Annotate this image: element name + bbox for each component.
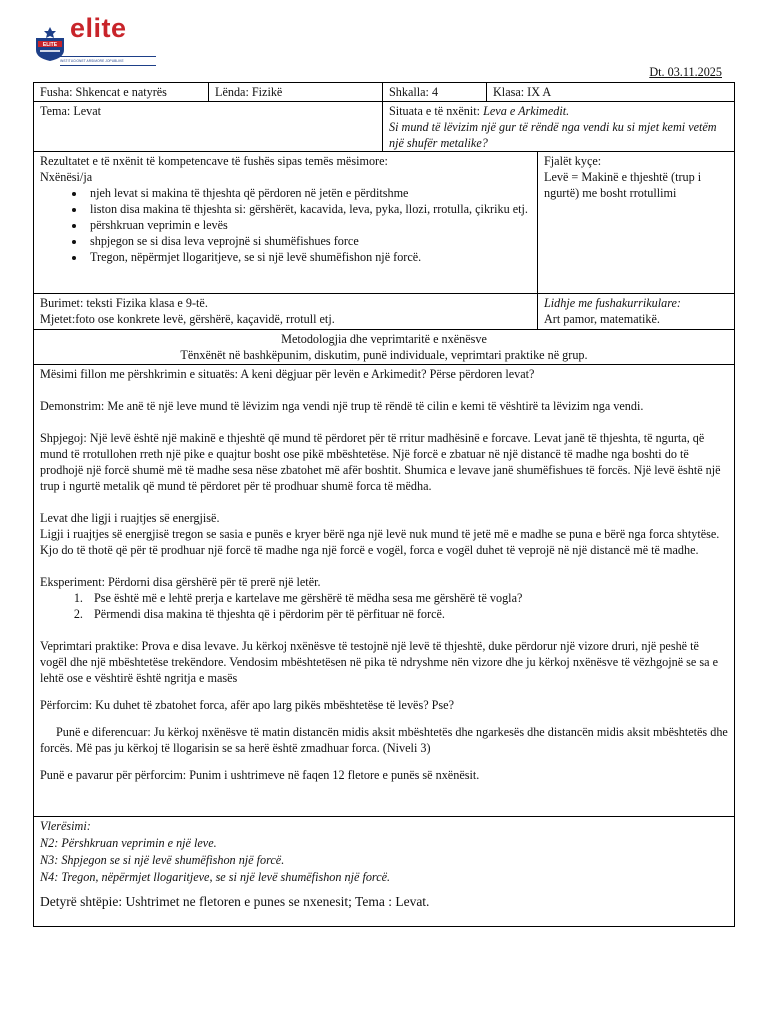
assessment-cell: [34, 817, 734, 926]
methodology-cell: [34, 330, 734, 364]
logo-subtitle: INSTITUCIONET ARSIMORE JOPUBLIKE: [60, 56, 156, 66]
list-item: • liston disa makina të thjeshta si: gërshërët, kacavida, leva, pyka, llozi, rrotulla, çikriku etj.: [86, 201, 531, 217]
results-title: Rezultatet e të nxënit të kompetencave të fushës sipas temës mësimore:: [40, 154, 388, 168]
assessment-title: Vlerësimi:: [40, 819, 91, 833]
list-item: • shpjegon se si disa leva veprojnë si shumëfishues force: [86, 233, 531, 249]
list-item: • Tregon, nëpërmjet llogaritjeve, se si një levë shumëfishon një forcë.: [86, 249, 531, 265]
situation-question: Si mund të lëvizim një gur të rëndë nga vendi ku si mjet kemi vetëm një shufër metalike?: [389, 120, 717, 150]
logo-wordmark: elite: [70, 13, 127, 43]
situation-title: Leva e Arkimedit.: [483, 104, 570, 118]
results-cell: [34, 152, 538, 293]
sources-text: Burimet: teksti Fizika klasa e 9-të.: [40, 296, 208, 310]
sources-cell: [34, 294, 538, 329]
energy-law-title: Levat dhe ligji i ruajtjes së energjisë.: [40, 511, 220, 525]
list-item: • përshkruan veprimin e levës: [86, 217, 531, 233]
assessment-level: N3: Shpjegon se si një levë shumëfishon një forcë.: [40, 853, 285, 867]
field-cell: Fusha: Shkencat e natyrës: [34, 83, 209, 101]
reinforcement-text: Përforcim: Ku duhet të zbatohet forca, afër apo larg pikës mbështetëse të levës? Pse?: [40, 698, 454, 712]
tools-text: Mjetet:foto ose konkrete levë, gërshërë, kaçavidë, rrotull etj.: [40, 312, 335, 326]
assessment-level: N2: Përshkruan veprimin e një leve.: [40, 836, 217, 850]
independent-work-text: Punë e pavarur për përforcim: Punim i ushtrimeve në faqen 12 fletore e punës së nxënësit.: [40, 768, 480, 782]
experiment-list: [40, 590, 728, 622]
topic-cell: Tema: Levat: [34, 102, 383, 151]
school-logo: [32, 13, 156, 68]
homework-text: Detyrë shtëpie: Ushtrimet ne fletoren e punes se nxenesit; Tema : Levat.: [40, 894, 430, 909]
sources-row: [34, 294, 734, 330]
header-row: [34, 83, 734, 102]
situation-cell: [383, 102, 734, 151]
subject-cell: Lënda: Fizikë: [209, 83, 383, 101]
class-cell: Klasa: IX A: [493, 85, 552, 99]
lesson-cell: [34, 365, 734, 816]
practical-activity-text: Veprimtari praktike: Prova e disa levave. Ju kërkoj nxënësve të testojnë një levë të thjeshtë, duke përdorur një vizore druri, një peshë të vogël dhe një mbështetëse trekëndore. Vendosim mbështetësen në pika të ndryshme nën vizore dhe ju kërkoj nxënësve të vëzhgojnë se sa e lehtë ose e vështirë është ngritja e masës: [40, 639, 718, 685]
list-item: 1. Pse është më e lehtë prerja e kartelave me gërshërë të mëdha sesa me gërshërë të vogla?: [86, 590, 728, 606]
methodology-title: Metodologjia dhe veprimtaritë e nxënësve: [281, 332, 487, 346]
document-date: Dt. 03.11.2025: [649, 65, 722, 79]
topic-row: [34, 102, 734, 152]
cross-curricular-cell: [538, 294, 734, 329]
assessment-row: [34, 817, 734, 926]
cross-curricular-label: Lidhje me fushakurrikulare:: [544, 296, 681, 310]
results-subtitle: Nxënësi/ja: [40, 170, 93, 184]
list-item: 2. Përmendi disa makina të thjeshta që i përdorim për të përfituar në forcë.: [86, 606, 728, 622]
methodology-row: [34, 330, 734, 365]
experiment-text: Eksperiment: Përdorni disa gërshërë për të prerë një letër.: [40, 575, 321, 589]
keywords-text: Levë = Makinë e thjeshtë (trup i ngurtë) me bosht rrotullimi: [544, 170, 702, 200]
keywords-title: Fjalët kyçe:: [544, 154, 602, 168]
differentiated-work-text: Punë e diferencuar: Ju kërkoj nxënësve të matin distancën midis aksit mbështetës dhe ngarkesës dhe distancën midis aksit mbështetës dhe forcës. Më pas ju kërkoj të llogarisin se sa herë është zmadhuar forca. (Niveli 3): [40, 725, 728, 755]
methodology-text: Tënxënët në bashkëpunim, diskutim, punë individuale, veprimtari praktike në grup.: [180, 348, 588, 362]
lesson-demonstration: Demonstrim: Me anë të një leve mund të lëvizim nga vendi një trup të rëndë të cilin e kemi të vështirë ta lëvizim nga vendi.: [40, 399, 644, 413]
list-item: • njeh levat si makina të thjeshta që përdoren në jetën e përditshme: [86, 185, 531, 201]
lesson-plan-table: [33, 82, 735, 927]
assessment-level: N4: Tregon, nëpërmjet llogaritjeve, se si një levë shumëfishon një forcë.: [40, 870, 391, 884]
cross-curricular-text: Art pamor, matematikë.: [544, 312, 660, 326]
situation-label: Situata e të nxënit:: [389, 104, 484, 118]
level-cell: Shkalla: 4: [383, 83, 487, 101]
lesson-explanation: Shpjegoj: Një levë është një makinë e thjeshtë që mund të përdoret për të rritur madhësinë e forcave. Levat janë të thjeshta, të ngurta, që mund të rrotullohen rreth një pike e quajtur bosht ose pikë mbështetëse. Një forcë e zbatuar në një distancë të madhe nga boshti do të prodhojë një forcë shumë më të madhe sesa nëse zbatohet më afër boshtit. Shumica e levave janë shumëfishues të forcës. Një levë është një trup i ngurtë metalik që mund të përdoret për të prodhuar shumë forca të mëdha.: [40, 431, 721, 493]
results-row: [34, 152, 734, 294]
svg-text:ELITE: ELITE: [42, 42, 58, 48]
lesson-intro: Mësimi fillon me përshkrimin e situatës: A keni dëgjuar për levën e Arkimedit? Përse përdoren levat?: [40, 367, 535, 381]
energy-law-text: Ligji i ruajtjes së energjisë tregon se sasia e punës e kryer bërë nga një levë nuk mund të jetë më e madhe se puna e bërë nga forca shtytëse. Kjo do të thotë që për të prodhuar një forcë të madhe nga një forcë e vogël, forca e vogël duhet të veprojë në një distancë më të madhe.: [40, 527, 720, 557]
lesson-row: [34, 365, 734, 817]
keywords-cell: [538, 152, 734, 293]
results-list: [40, 185, 531, 265]
